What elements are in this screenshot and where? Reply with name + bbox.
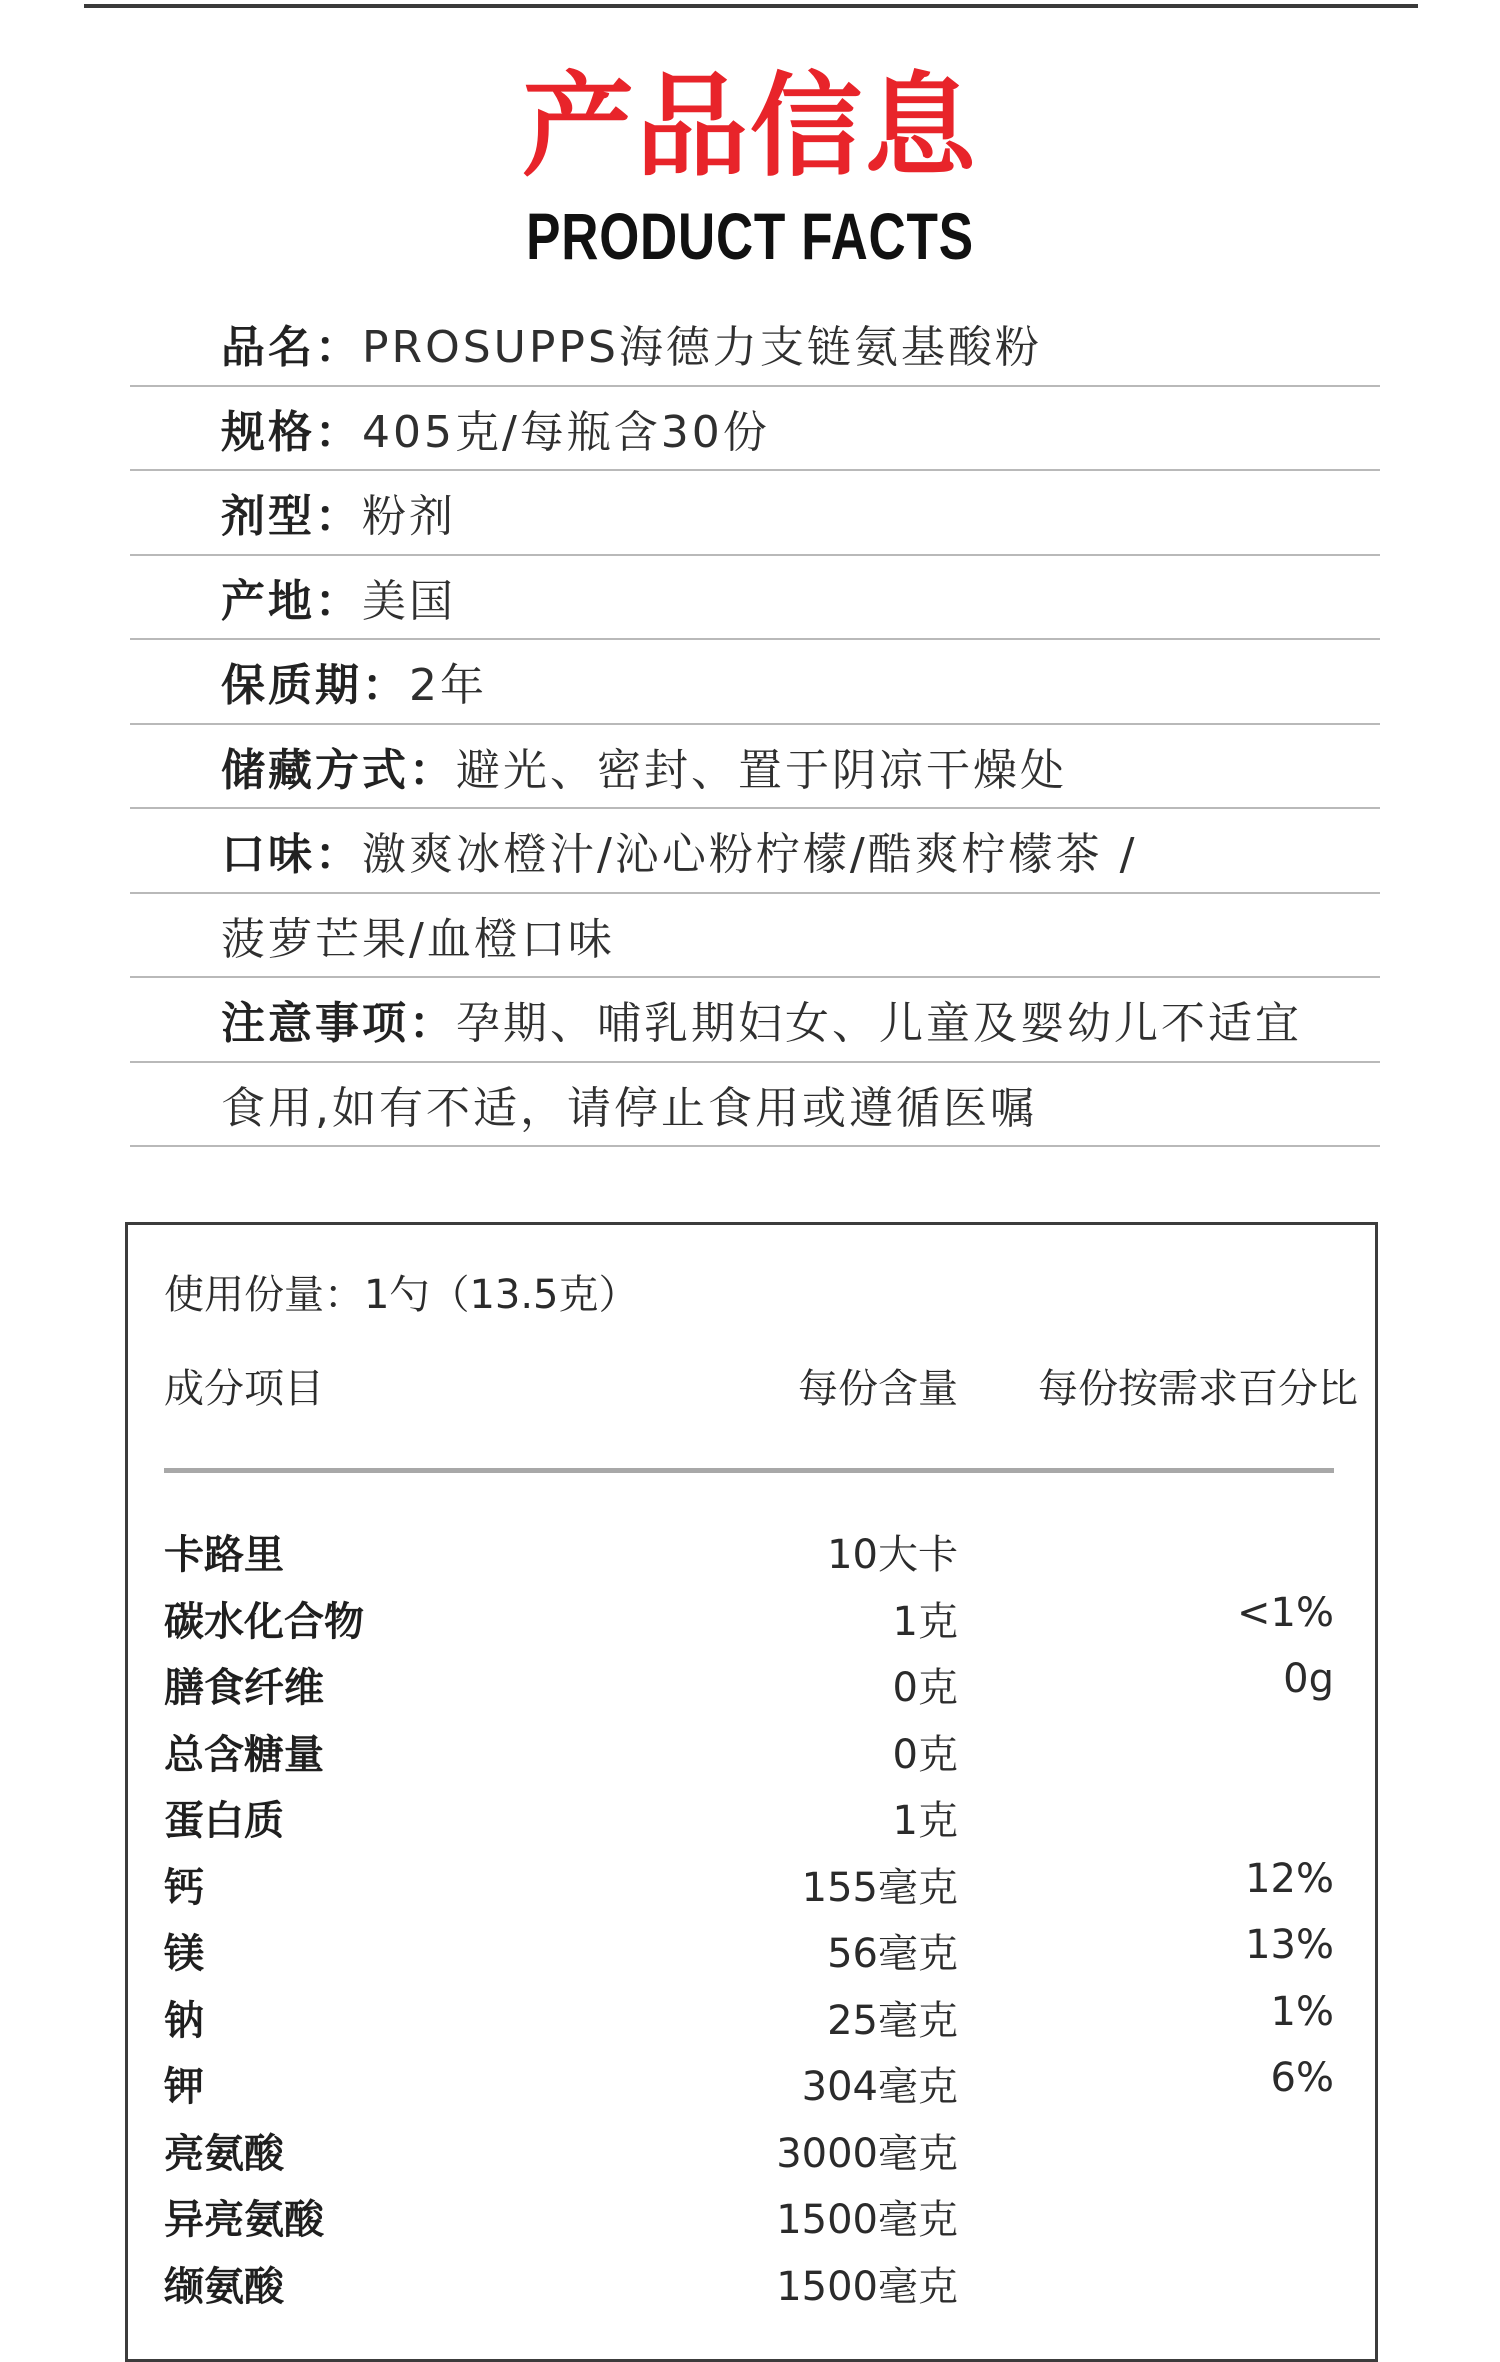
- nutrient-name: 异亮氨酸: [164, 2197, 324, 2243]
- nutrition-row: [164, 1981, 1334, 2048]
- fact-row-notice: [130, 978, 1380, 1063]
- fact-label: 产地：: [221, 575, 362, 627]
- nutrition-panel: [125, 1222, 1378, 2362]
- nutrient-name: 总含糖量: [164, 1731, 324, 1778]
- nutrient-name: 镁: [164, 1931, 204, 1977]
- nutrient-name: 亮氨酸: [164, 2130, 284, 2177]
- fact-row-spec: [130, 387, 1380, 472]
- nutrient-amount: 304毫克: [801, 2064, 958, 2110]
- fact-label: 规格：: [221, 406, 362, 458]
- fact-row-form: [130, 471, 1380, 556]
- nutrient-name: 钾: [164, 2064, 204, 2110]
- nutrition-row: [164, 1582, 1334, 1649]
- nutrition-row: [164, 1648, 1334, 1715]
- nutrient-percent: 6%: [1270, 2055, 1334, 2101]
- nutrient-amount: 1500毫克: [776, 2263, 958, 2310]
- fact-value: 孕期、哺乳期妇女、儿童及婴幼儿不适宜: [456, 998, 1302, 1050]
- nutrient-name: 卡路里: [164, 1532, 284, 1578]
- fact-value: 405克/每瓶含30份: [362, 406, 770, 458]
- nutrient-name: 钠: [164, 1997, 204, 2044]
- fact-row-shelf-life: [130, 640, 1380, 725]
- fact-row-flavor: [130, 809, 1380, 894]
- nutrient-percent: <1%: [1237, 1589, 1334, 1636]
- nutrition-row: [164, 2047, 1334, 2114]
- nutrient-amount: 3000毫克: [776, 2130, 958, 2177]
- fact-row-flavor-cont: [130, 894, 1380, 979]
- fact-label: 保质期：: [221, 660, 409, 712]
- nutrition-row: [164, 1848, 1334, 1915]
- column-header-amount: 每份含量: [798, 1366, 958, 1412]
- nutrient-amount: 1克: [892, 1598, 958, 1645]
- nutrient-name: 碳水化合物: [164, 1598, 364, 1645]
- fact-label: 储藏方式：: [221, 744, 456, 796]
- nutrient-percent: 13%: [1245, 1922, 1334, 1968]
- fact-value: 食用,如有不适，请停止食用或遵循医嘱: [221, 1082, 1037, 1134]
- nutrient-amount: 0克: [892, 1665, 958, 1711]
- fact-value: 美国: [362, 575, 456, 627]
- nutrition-row: [164, 1781, 1334, 1848]
- top-divider: [84, 4, 1418, 8]
- nutrient-amount: 25毫克: [827, 1997, 958, 2044]
- product-facts-list: [130, 302, 1380, 1147]
- nutrition-row: [164, 1914, 1334, 1981]
- fact-value: 避光、密封、置于阴凉干燥处: [456, 744, 1067, 796]
- nutrient-amount: 0克: [892, 1731, 958, 1778]
- fact-label: 口味：: [221, 829, 362, 881]
- fact-value: 激爽冰橙汁/沁心粉柠檬/酷爽柠檬茶 /: [362, 829, 1138, 881]
- nutrient-name: 蛋白质: [164, 1798, 284, 1844]
- fact-value: 粉剂: [362, 491, 456, 543]
- fact-row-name: [130, 302, 1380, 387]
- nutrient-amount: 10大卡: [827, 1532, 958, 1578]
- page-title: 产品信息: [522, 62, 978, 192]
- nutrient-amount: 56毫克: [827, 1931, 958, 1977]
- nutrient-name: 缬氨酸: [164, 2263, 284, 2310]
- nutrition-row: [164, 2114, 1334, 2181]
- nutrition-row: [164, 2180, 1334, 2247]
- nutrition-rows: [164, 1515, 1334, 2313]
- nutrient-percent: 0g: [1283, 1656, 1334, 1702]
- nutrient-percent: 1%: [1270, 1988, 1334, 2035]
- nutrient-amount: 1克: [892, 1798, 958, 1844]
- fact-row-notice-cont: [130, 1063, 1380, 1148]
- fact-label: 注意事项：: [221, 998, 456, 1050]
- header-divider: [164, 1468, 1334, 1473]
- column-header-percent: 每份按需求百分比: [1038, 1366, 1358, 1412]
- nutrient-name: 膳食纤维: [164, 1665, 324, 1711]
- nutrient-name: 钙: [164, 1864, 204, 1911]
- fact-row-origin: [130, 556, 1380, 641]
- serving-size: 使用份量：1勺（13.5克）: [164, 1272, 639, 1318]
- fact-value: 2年: [409, 660, 487, 712]
- fact-label: 品名：: [221, 322, 362, 374]
- nutrient-percent: 12%: [1245, 1855, 1334, 1902]
- fact-value: 菠萝芒果/血橙口味: [221, 913, 615, 965]
- fact-row-storage: [130, 725, 1380, 810]
- fact-value: PROSUPPS海德力支链氨基酸粉: [362, 322, 1042, 374]
- nutrient-amount: 1500毫克: [776, 2197, 958, 2243]
- nutrition-row: [164, 1515, 1334, 1582]
- page-subtitle: PRODUCT FACTS: [526, 199, 974, 273]
- nutrition-row: [164, 1715, 1334, 1782]
- nutrient-amount: 155毫克: [801, 1864, 958, 1911]
- nutrition-row: [164, 2247, 1334, 2314]
- fact-label: 剂型：: [221, 491, 362, 543]
- column-header-name: 成分项目: [164, 1366, 324, 1412]
